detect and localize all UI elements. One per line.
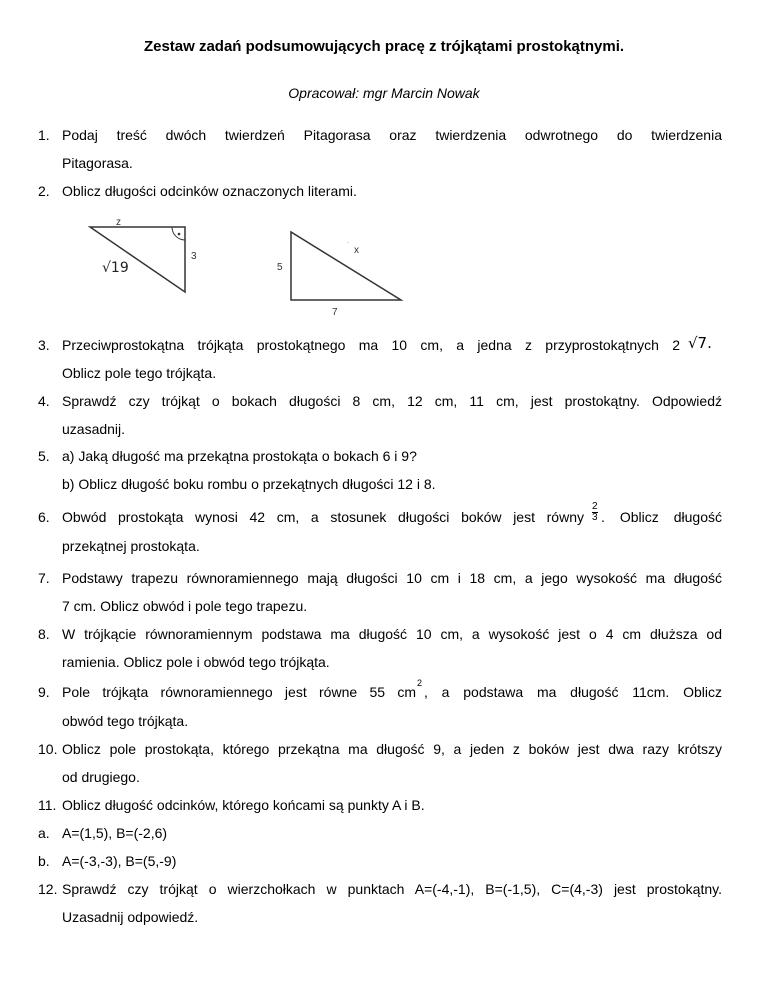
task-9-text: Pole trójkąta równoramiennego jest równe 55 cm <box>62 684 416 700</box>
label-7: 7 <box>332 307 338 318</box>
task-3-text: Przeciwprostokątna trójkąta prostokątnego ma 10 cm, a jedna z przyprostokątnych 2 <box>62 337 680 353</box>
task-4-text-cont: uzasadnij. <box>62 421 126 437</box>
label-3: 3 <box>191 251 197 262</box>
right-triangle-figure-1 <box>80 215 210 295</box>
task-8-text-cont: ramienia. Oblicz pole i obwód tego trójkąta. <box>62 654 330 670</box>
task-number: 5. <box>38 448 50 464</box>
task-number: 7. <box>38 570 50 586</box>
task-number: 9. <box>38 684 50 700</box>
superscript-2: 2 <box>417 678 423 688</box>
task-3-text-cont: Oblicz pole tego trójkąta. <box>62 365 217 381</box>
task-5a-text: a) Jaką długość ma przekątna prostokąta o bokach 6 i 9? <box>62 448 417 464</box>
task-number: 12. <box>38 881 58 897</box>
task-11-text: Oblicz długość odcinków, którego końcami są punkty A i B. <box>62 797 425 813</box>
task-number: 11. <box>38 797 57 813</box>
task-8-text: W trójkącie równoramiennym podstawa ma długość 10 cm, a wysokość jest o 4 cm dłuższa od <box>62 626 722 642</box>
task-number: 1. <box>38 127 50 143</box>
task-6-text-cont: przekątnej prostokąta. <box>62 538 200 554</box>
task-5b-text: b) Oblicz długość boku rombu o przekątnych długości 12 i 8. <box>62 476 436 492</box>
task-10-text: Oblicz pole prostokąta, którego przekątna ma długość 9, a jeden z boków jest dwa razy krótszy <box>62 741 722 757</box>
task-2-text: Oblicz długości odcinków oznaczonych literami. <box>62 183 357 199</box>
task-number: 2. <box>38 183 50 199</box>
fraction-2-3 <box>592 502 598 523</box>
right-angle-dot <box>178 233 181 236</box>
task-10-text-cont: od drugiego. <box>62 769 140 785</box>
fraction-denominator: 3 <box>592 512 598 523</box>
label-z: z <box>116 217 121 228</box>
task-7-text-cont: 7 cm. Oblicz obwód i pole tego trapezu. <box>62 598 308 614</box>
sqrt7-expression: √7. <box>688 334 712 352</box>
triangle-shape <box>291 232 401 300</box>
task-number: 3. <box>38 337 50 353</box>
task-11a-points: A=(1,5), B=(-2,6) <box>62 825 168 841</box>
task-number: 6. <box>38 509 50 525</box>
label-x: x <box>354 245 359 256</box>
task-12-text-cont: Uzasadnij odpowiedź. <box>62 909 199 925</box>
task-6-text: Obwód prostokąta wynosi 42 cm, a stosunek długości boków jest równy <box>62 509 584 525</box>
svg-text:·: · <box>347 240 349 246</box>
task-6-text-b: . Oblicz długość <box>601 509 722 525</box>
subitem-label: a. <box>38 825 50 841</box>
task-9-text-b: , a podstawa ma długość 11cm. Oblicz <box>424 684 722 700</box>
task-number: 4. <box>38 393 50 409</box>
right-triangle-figure-2 <box>272 225 412 320</box>
task-11b-points: A=(-3,-3), B=(5,-9) <box>62 853 177 869</box>
task-7-text: Podstawy trapezu równoramiennego mają długości 10 cm i 18 cm, a jego wysokość ma długość <box>62 570 722 586</box>
task-4-text: Sprawdź czy trójkąt o bokach długości 8 cm, 12 cm, 11 cm, jest prostokątny. Odpowiedź <box>62 393 722 409</box>
label-5: 5 <box>277 262 283 273</box>
document-title: Zestaw zadań podsumowujących pracę z trójkątami prostokątnymi. <box>143 38 625 55</box>
task-number: 10. <box>38 741 58 757</box>
task-number: 8. <box>38 626 50 642</box>
task-9-text-cont: obwód tego trójkąta. <box>62 713 189 729</box>
subitem-label: b. <box>38 853 50 869</box>
task-1-text-cont: Pitagorasa. <box>62 155 133 171</box>
fraction-numerator: 2 <box>592 501 598 512</box>
task-12-text: Sprawdź czy trójkąt o wierzchołkach w punktach A=(-4,-1), B=(-1,5), C=(4,-3) jest prostokątny. <box>62 881 722 897</box>
label-sqrt19: √19 <box>102 260 129 276</box>
author-line: Opracował: mgr Marcin Nowak <box>288 85 480 101</box>
task-1-text: Podaj treść dwóch twierdzeń Pitagorasa oraz twierdzenia odwrotnego do twierdzenia <box>62 127 722 143</box>
